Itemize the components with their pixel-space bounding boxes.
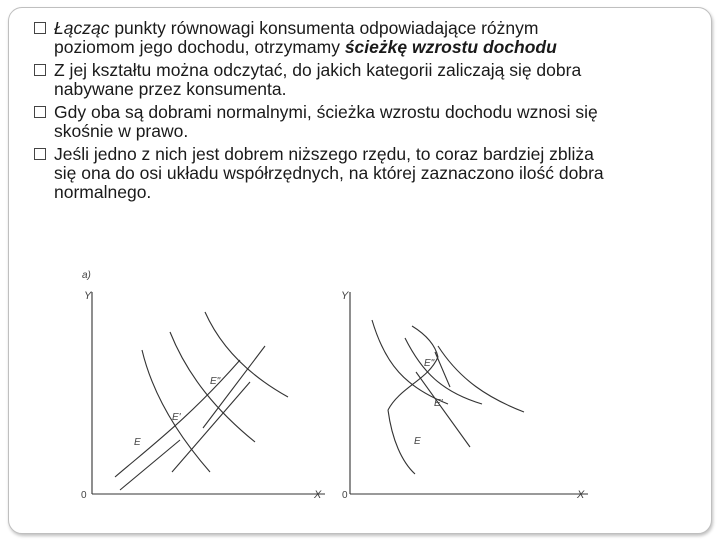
left-indifference-curve-1	[142, 350, 210, 472]
left-budget-line-3	[203, 346, 265, 428]
right-point-e-prime: E'	[434, 398, 443, 409]
left-origin-label: 0	[81, 490, 87, 501]
right-y-axis-label: Y	[341, 290, 349, 302]
bullet-item	[34, 61, 614, 99]
bullet-emphasis-start: Łącząc	[54, 18, 110, 38]
left-y-axis-label: Y	[84, 290, 92, 302]
right-indifference-curve-3	[438, 346, 524, 412]
left-point-e: E	[134, 437, 141, 448]
right-income-path-lower	[388, 410, 415, 474]
bullet-text: Jeśli jedno z nich jest dobrem niższego rzędu, to coraz bardziej zbliża się ona do osi układu współrzędnych, na której zaznaczono ilość dobra normalnego.	[54, 144, 604, 202]
left-point-e-double-prime: E"	[210, 376, 221, 387]
income-path-figure	[70, 262, 600, 507]
bullet-list	[34, 19, 614, 206]
right-point-e: E	[414, 436, 421, 447]
bullet-text: punkty równowagi konsumenta odpowiadające różnym poziomom jego dochodu, otrzymamy	[54, 18, 539, 57]
right-indifference-curve-1	[372, 320, 448, 404]
bullet-box-icon	[34, 106, 46, 118]
right-origin-label: 0	[342, 490, 348, 501]
bullet-box-icon	[34, 148, 46, 160]
right-x-axis-label: X	[577, 489, 585, 501]
bullet-box-icon	[34, 64, 46, 76]
bullet-item	[34, 145, 614, 202]
right-point-e-double-prime: E"	[424, 358, 435, 369]
bullet-box-icon	[34, 22, 46, 34]
left-point-e-prime: E'	[172, 412, 181, 423]
right-budget-line-1	[416, 372, 470, 447]
bullet-text: Gdy oba są dobrami normalnymi, ścieżka wzrostu dochodu wznosi się skośnie w prawo.	[54, 102, 598, 141]
bullet-emphasis-end: ścieżkę wzrostu dochodu	[344, 37, 557, 57]
right-diagram	[350, 292, 588, 494]
right-income-path-upper	[412, 326, 438, 357]
left-diagram	[92, 292, 325, 494]
bullet-text: Z jej kształtu można odczytać, do jakich kategorii zaliczają się dobra nabywane przez konsumenta.	[54, 60, 582, 99]
bullet-item	[34, 103, 614, 141]
bullet-item	[34, 19, 614, 57]
panel-label: a)	[82, 270, 91, 281]
left-x-axis-label: X	[314, 489, 322, 501]
